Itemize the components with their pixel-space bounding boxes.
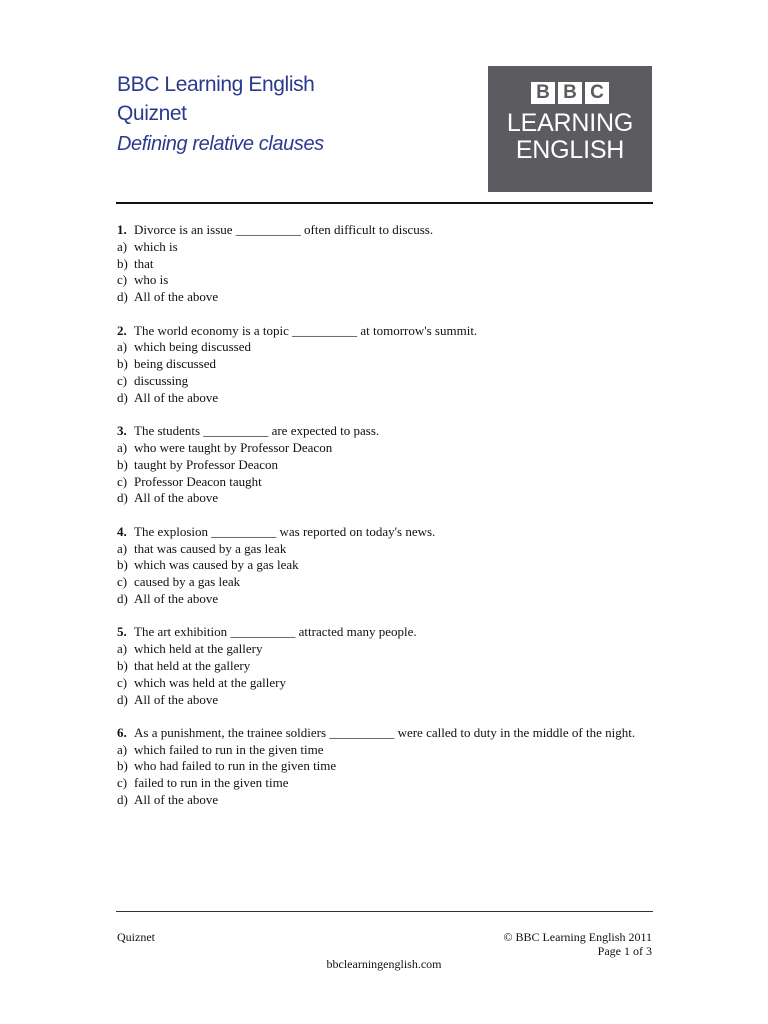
answer-option xyxy=(117,692,657,709)
option-text: caused by a gas leak xyxy=(134,574,241,590)
footer-divider xyxy=(116,911,653,912)
logo-word-english: ENGLISH xyxy=(515,136,625,164)
option-letter: b) xyxy=(117,456,128,472)
question-text: The explosion __________ was reported on today's news. xyxy=(134,523,436,539)
option-text: who were taught by Professor Deacon xyxy=(134,439,333,455)
answer-option xyxy=(117,474,657,491)
answer-option xyxy=(117,742,657,759)
answer-option xyxy=(117,256,657,273)
option-text: All of the above xyxy=(134,389,219,405)
footer-right-block xyxy=(503,930,652,958)
question-stem xyxy=(117,524,657,541)
question-text: The world economy is a topic __________ at tomorrow's summit. xyxy=(134,322,478,338)
logo-letter: B xyxy=(558,82,582,104)
logo-word-learning: LEARNING xyxy=(506,109,634,137)
option-text: that xyxy=(134,255,154,271)
option-text: which being discussed xyxy=(134,339,251,355)
option-letter: d) xyxy=(117,289,128,305)
footer-website: bbclearningenglish.com xyxy=(326,957,442,971)
header-title: BBC Learning English xyxy=(117,73,315,96)
question-number: 4. xyxy=(117,523,127,539)
option-letter: c) xyxy=(117,574,128,590)
option-letter: c) xyxy=(117,775,128,791)
option-text: All of the above xyxy=(134,490,219,506)
answer-option xyxy=(117,289,657,306)
answer-option xyxy=(117,658,657,675)
option-text: that was caused by a gas leak xyxy=(134,540,287,556)
answer-option xyxy=(117,390,657,407)
option-letter: c) xyxy=(117,372,128,388)
answer-option xyxy=(117,356,657,373)
logo-letter: B xyxy=(531,82,555,104)
question-stem xyxy=(117,222,657,239)
question-3 xyxy=(117,423,657,507)
question-6 xyxy=(117,725,657,809)
header-divider xyxy=(116,202,653,204)
answer-option xyxy=(117,457,657,474)
option-letter: d) xyxy=(117,590,128,606)
answer-option xyxy=(117,272,657,289)
option-letter: b) xyxy=(117,255,128,271)
answer-option xyxy=(117,239,657,256)
option-text: which is xyxy=(134,238,178,254)
question-text: The students __________ are expected to pass. xyxy=(134,423,380,439)
header-topic: Defining relative clauses xyxy=(117,133,324,155)
question-2 xyxy=(117,323,657,407)
option-text: which held at the gallery xyxy=(134,641,263,657)
option-text: All of the above xyxy=(134,289,219,305)
answer-option xyxy=(117,775,657,792)
option-letter: d) xyxy=(117,691,128,707)
answer-option xyxy=(117,574,657,591)
option-text: discussing xyxy=(134,372,189,388)
option-text: which failed to run in the given time xyxy=(134,741,324,757)
option-letter: d) xyxy=(117,389,128,405)
question-stem xyxy=(117,323,657,340)
footer-quiznet-label: Quiznet xyxy=(117,930,155,944)
option-text: which was caused by a gas leak xyxy=(134,557,299,573)
answer-option xyxy=(117,641,657,658)
option-letter: b) xyxy=(117,356,128,372)
option-letter: b) xyxy=(117,657,128,673)
logo-letter: C xyxy=(585,82,609,104)
question-number: 5. xyxy=(117,624,127,640)
answer-option xyxy=(117,591,657,608)
option-letter: c) xyxy=(117,272,128,288)
bbc-learning-english-logo xyxy=(488,66,652,192)
bbc-logo-letters xyxy=(488,82,652,104)
question-text: Divorce is an issue __________ often difficult to discuss. xyxy=(134,222,434,237)
option-letter: b) xyxy=(117,758,128,774)
option-text: who is xyxy=(134,272,169,288)
answer-option xyxy=(117,675,657,692)
option-letter: c) xyxy=(117,473,128,489)
option-text: failed to run in the given time xyxy=(134,775,289,791)
option-text: that held at the gallery xyxy=(134,657,251,673)
question-text: As a punishment, the trainee soldiers __________ were called to duty in the middle of the night. xyxy=(134,724,636,740)
option-text: All of the above xyxy=(134,792,219,808)
answer-option xyxy=(117,758,657,775)
header-subtitle-quiznet: Quiznet xyxy=(117,102,187,125)
answer-option xyxy=(117,440,657,457)
option-letter: a) xyxy=(117,238,128,254)
question-stem xyxy=(117,725,657,742)
option-text: who had failed to run in the given time xyxy=(134,758,337,774)
option-text: being discussed xyxy=(134,356,216,372)
question-stem xyxy=(117,423,657,440)
answer-option xyxy=(117,792,657,809)
question-number: 3. xyxy=(117,423,127,439)
question-stem xyxy=(117,624,657,641)
option-text: Professor Deacon taught xyxy=(134,473,262,489)
option-letter: d) xyxy=(117,792,128,808)
question-1 xyxy=(117,222,657,306)
option-letter: b) xyxy=(117,557,128,573)
question-number: 6. xyxy=(117,724,127,740)
question-number: 2. xyxy=(117,322,127,338)
option-text: All of the above xyxy=(134,691,219,707)
answer-option xyxy=(117,490,657,507)
option-text: taught by Professor Deacon xyxy=(134,456,279,472)
footer-page-number: Page 1 of 3 xyxy=(597,944,652,958)
option-letter: d) xyxy=(117,490,128,506)
answer-option xyxy=(117,557,657,574)
option-text: All of the above xyxy=(134,590,219,606)
question-5 xyxy=(117,624,657,708)
question-number: 1. xyxy=(117,222,127,237)
option-letter: c) xyxy=(117,674,128,690)
document-header xyxy=(117,70,324,160)
option-letter: a) xyxy=(117,540,128,556)
question-4 xyxy=(117,524,657,608)
footer-copyright: © BBC Learning English 2011 xyxy=(503,930,652,944)
option-letter: a) xyxy=(117,741,128,757)
option-letter: a) xyxy=(117,439,128,455)
question-list xyxy=(117,222,657,825)
answer-option xyxy=(117,541,657,558)
answer-option xyxy=(117,373,657,390)
option-letter: a) xyxy=(117,641,128,657)
option-letter: a) xyxy=(117,339,128,355)
option-text: which was held at the gallery xyxy=(134,674,286,690)
question-text: The art exhibition __________ attracted many people. xyxy=(134,624,417,640)
answer-option xyxy=(117,339,657,356)
